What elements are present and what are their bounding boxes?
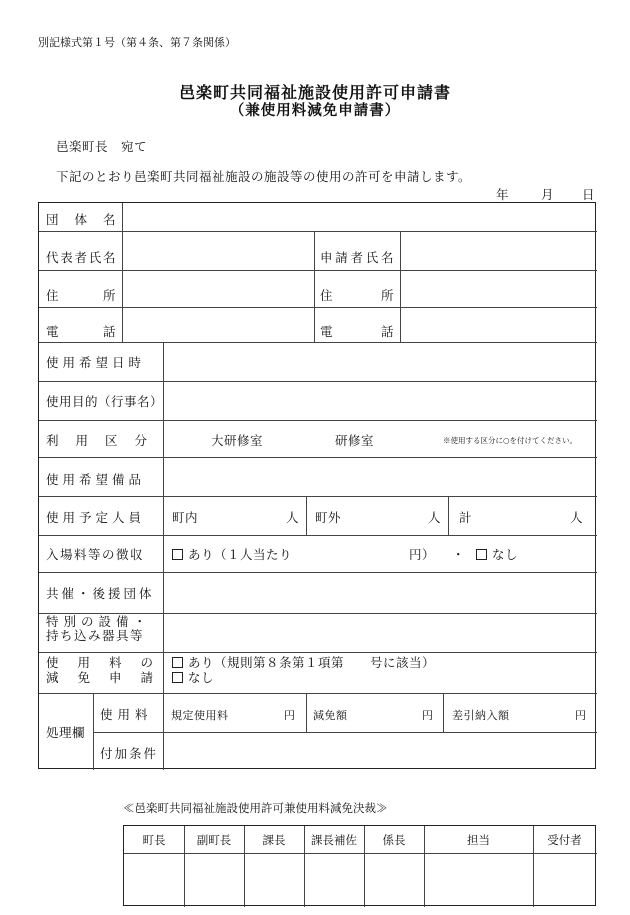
reduction-amount-unit: 円 xyxy=(422,709,434,722)
fee-separator: ・ xyxy=(452,547,466,562)
special-label-2: 持ち込み器具等 xyxy=(46,628,145,643)
reduction-label-1: 使用料の xyxy=(46,655,173,670)
room-large-option: 大研修室 xyxy=(211,433,264,448)
form-reference: 別記様式第１号（第４条、第７条関係） xyxy=(38,36,236,49)
total-unit: 人 xyxy=(570,510,584,525)
approval-header-section-chief: 課長 xyxy=(262,832,286,847)
group-name-label: 団 体 名 xyxy=(46,212,116,227)
use-datetime-label: 使用希望日時 xyxy=(46,355,146,370)
category-label: 利用区分 xyxy=(46,433,165,448)
category-note: ※使用する区分に○を付けてください。 xyxy=(443,436,578,445)
room-option: 研修室 xyxy=(335,433,375,448)
approval-header-deputy-mayor: 副町長 xyxy=(196,832,232,847)
net-amount-label: 差引納入額 xyxy=(452,709,510,722)
processing-label: 処理欄 xyxy=(46,725,86,740)
application-form xyxy=(38,202,596,769)
address-label-left: 住 所 xyxy=(46,288,116,303)
date-day: 日 xyxy=(582,187,596,202)
phone-label-right: 電 話 xyxy=(320,324,394,339)
fee-yes-option[interactable]: あり（１人当たり xyxy=(172,545,292,563)
in-town-unit: 人 xyxy=(286,510,300,525)
equipment-label: 使用希望備品 xyxy=(46,472,146,487)
net-amount-unit: 円 xyxy=(575,709,587,722)
fee-no-checkbox[interactable] xyxy=(476,549,487,560)
people-label: 使用予定人員 xyxy=(46,510,146,525)
rep-name-label: 代 表 者 氏 名 xyxy=(46,250,116,265)
reduction-no-option[interactable]: なし xyxy=(172,671,214,685)
approval-header-staff: 担当 xyxy=(467,832,490,847)
phone-label-left: 電 話 xyxy=(46,324,116,339)
fee-label: 入場料等の徴収 xyxy=(46,547,145,562)
out-town-label: 町外 xyxy=(315,510,342,525)
fixed-fee-unit: 円 xyxy=(284,709,296,722)
fee-no-option[interactable]: なし xyxy=(476,545,518,563)
special-label-1: 特別の設備・ xyxy=(46,614,152,629)
intro-text: 下記のとおり邑楽町共同福祉施設の施設等の使用の許可を申請します。 xyxy=(56,169,472,184)
address-label-right: 住 所 xyxy=(320,288,394,303)
page-subtitle: （兼使用料減免申請書） xyxy=(229,102,401,119)
date-month: 月 xyxy=(541,187,555,202)
total-label: 計 xyxy=(459,510,473,525)
approval-header-mayor: 町長 xyxy=(142,832,166,847)
reduction-amount-label: 減免額 xyxy=(313,709,348,722)
out-town-unit: 人 xyxy=(428,510,442,525)
purpose-label: 使用目的（行事名） xyxy=(46,394,164,409)
reduction-yes-option[interactable]: あり（規則第８条第１項第 号に該当） xyxy=(172,656,435,670)
approval-header-subsection-chief: 係長 xyxy=(382,832,406,847)
addressee: 邑楽町長 宛て xyxy=(56,139,148,154)
approval-caption: ≪邑楽町共同福祉施設使用許可兼使用料減免決裁≫ xyxy=(123,801,388,815)
in-town-label: 町内 xyxy=(172,510,199,525)
approval-header-receptionist: 受付者 xyxy=(547,832,582,847)
approval-header-assistant-chief: 課長補佐 xyxy=(311,832,357,847)
date-year: 年 xyxy=(496,187,510,202)
page-title: 邑楽町共同福祉施設使用許可申請書 xyxy=(178,83,451,102)
reduction-label-2: 減免申請 xyxy=(46,670,173,685)
applicant-name-label: 申 請 者 氏 名 xyxy=(320,250,394,265)
reduction-no-checkbox[interactable] xyxy=(172,672,183,683)
fee-yen-unit: 円） xyxy=(409,547,436,562)
usage-fee-label: 使用料 xyxy=(100,707,153,722)
reduction-yes-checkbox[interactable] xyxy=(172,657,183,668)
approval-table xyxy=(123,825,596,906)
fee-yes-checkbox[interactable] xyxy=(172,549,183,560)
sponsor-label: 共催・後援団体 xyxy=(46,586,155,601)
conditions-label: 付加条件 xyxy=(100,746,159,761)
fixed-fee-label: 規定使用料 xyxy=(171,709,229,722)
